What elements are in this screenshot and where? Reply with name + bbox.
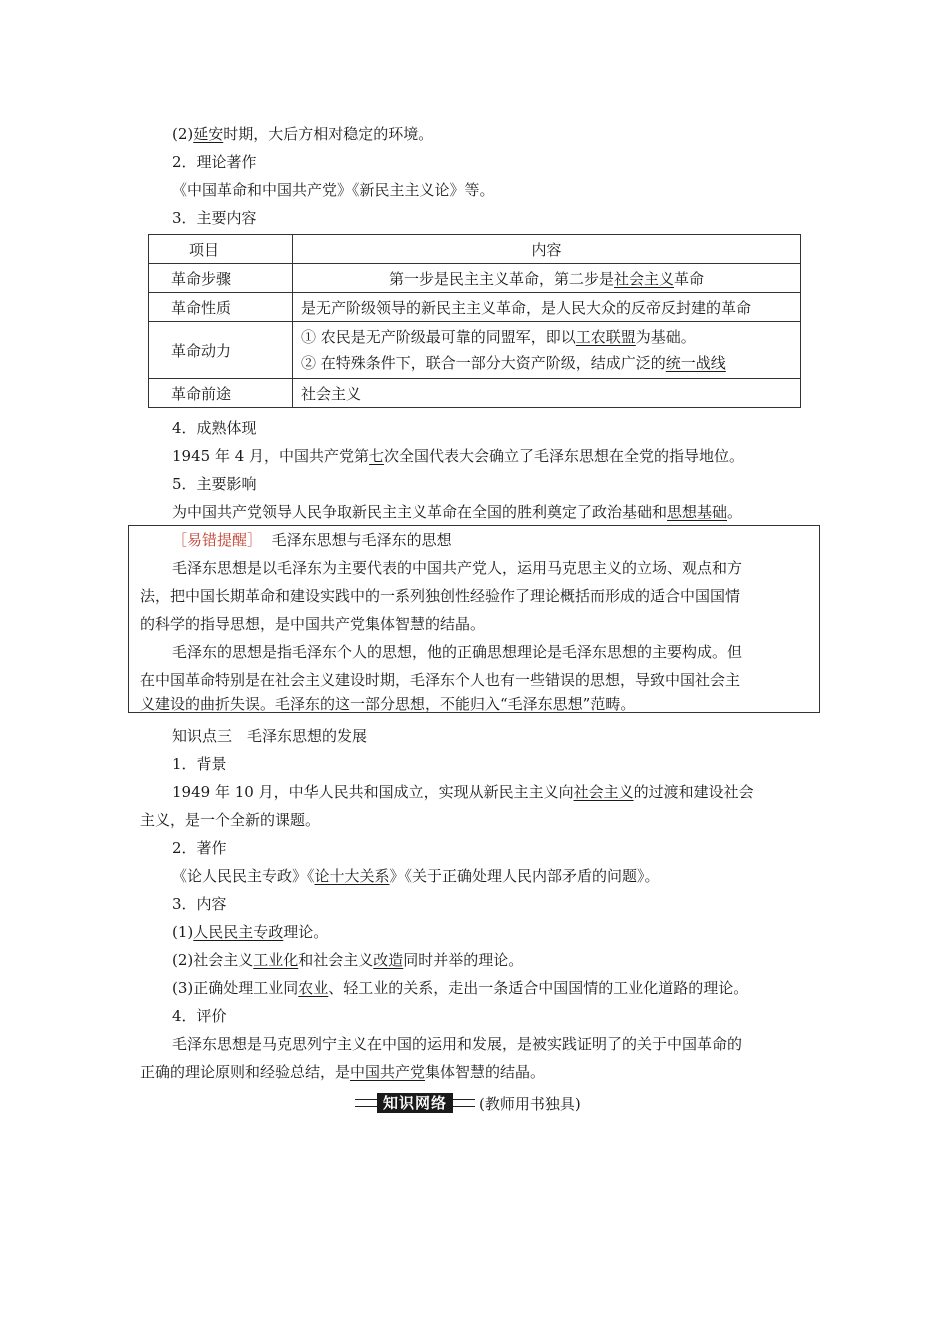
underlined-text: 中国共产党 — [350, 1063, 426, 1081]
row-content: 是无产阶级领导的新民主主义革命，是人民大众的反帝反封建的革命 — [293, 293, 801, 322]
text: 集体智慧的结晶。 — [425, 1063, 546, 1081]
underlined-text: 思想基础 — [667, 503, 728, 521]
evaluation-line — [140, 1062, 545, 1082]
evaluation-line: 毛泽东思想是马克思列宁主义在中国的运用和发展，是被实践证明了的关于中国革命的 — [172, 1035, 743, 1053]
text: 正确的理论原则和经验总结，是 — [140, 1063, 351, 1081]
text: ② 在特殊条件下，联合一部分大资产阶级，结成广泛的 — [301, 354, 666, 372]
text: (2) — [172, 125, 194, 143]
knowledge-network-banner — [355, 1092, 581, 1114]
content-line — [172, 978, 748, 998]
underlined-text: 社会主义 — [573, 783, 634, 801]
content-line — [301, 324, 792, 350]
table-row — [149, 379, 801, 408]
text: 》《关于正确处理人民内部矛盾的问题》。 — [389, 867, 660, 885]
line-yanan — [172, 124, 433, 144]
knowledge-point-heading: 知识点三 毛泽东思想的发展 — [172, 727, 368, 745]
text: (1) — [172, 923, 194, 941]
text: 的过渡和建设社会 — [633, 783, 754, 801]
underlined-text: 工业化 — [253, 951, 299, 969]
works-line: 《中国革命和中国共产党》《新民主主义论》等。 — [172, 181, 495, 199]
row-label: 革命动力 — [149, 322, 293, 379]
text: 第一步是民主主义革命，第二步是 — [388, 269, 614, 288]
text: (3)正确处理工业同 — [172, 979, 299, 997]
text: ① 农民是无产阶级最可靠的同盟军，即以 — [301, 328, 576, 346]
background-line: 主义，是一个全新的课题。 — [140, 811, 321, 829]
row-label: 革命性质 — [149, 293, 293, 322]
text: 《论人民民主专政》《 — [172, 867, 315, 885]
content-line — [172, 950, 523, 970]
underlined-text: 社会主义 — [613, 269, 674, 288]
section-heading: 5．主要影响 — [172, 475, 257, 493]
underlined-text: 农业 — [298, 979, 329, 997]
error-reminder-box — [128, 525, 820, 713]
content-table — [148, 234, 801, 408]
paragraph-line: 毛泽东的思想是指毛泽东个人的思想，他的正确思想理论是毛泽东思想的主要构成。但 — [172, 643, 743, 661]
content-line — [301, 350, 792, 376]
row-label: 革命前途 — [149, 379, 293, 408]
table-row — [149, 322, 801, 379]
text: (2)社会主义 — [172, 951, 254, 969]
table-header-cell: 项目 — [149, 235, 293, 264]
text: 同时并举的理论。 — [403, 951, 524, 969]
section-heading: 3．内容 — [172, 895, 227, 913]
banner-title: 知识网络 — [377, 1093, 453, 1113]
row-content — [293, 264, 801, 293]
section-heading: 4．评价 — [172, 1007, 227, 1025]
reminder-heading — [172, 530, 452, 550]
content-line — [172, 922, 328, 942]
table-row — [149, 293, 801, 322]
underlined-text: 统一战线 — [665, 354, 726, 372]
text: 1949 年 10 月，中华人民共和国成立，实现从新民主主义向 — [172, 783, 574, 801]
table-row — [149, 264, 801, 293]
text: 时期，大后方相对稳定的环境。 — [223, 125, 434, 143]
section-heading: 2．著作 — [172, 839, 227, 857]
paragraph-line: 毛泽东思想是以毛泽东为主要代表的中国共产党人，运用马克思主义的立场、观点和方 — [172, 559, 743, 577]
banner-left-bar — [355, 1099, 377, 1107]
underlined-text: 人民民主专政 — [193, 923, 284, 941]
reminder-tag: ［易错提醒］ — [172, 531, 263, 549]
background-line — [172, 782, 754, 802]
maturity-line — [172, 446, 744, 466]
influence-line — [172, 502, 742, 522]
table-header-cell: 内容 — [293, 235, 801, 264]
works-line — [172, 866, 660, 886]
text: 1945 年 4 月，中国共产党第 — [172, 447, 370, 465]
paragraph-line: 义建设的曲折失误。毛泽东的这一部分思想，不能归入“毛泽东思想”范畴。 — [140, 695, 636, 713]
underlined-text: 七 — [369, 447, 385, 465]
table-header-row — [149, 235, 801, 264]
text: 为中国共产党领导人民争取新民主主义革命在全国的胜利奠定了政治基础和 — [172, 503, 668, 521]
text: 革命 — [674, 269, 705, 288]
section-heading: 2．理论著作 — [172, 153, 257, 171]
underlined-text: 工农联盟 — [575, 328, 636, 346]
underlined-text: 延安 — [193, 125, 224, 143]
banner-right-bar — [453, 1099, 475, 1107]
section-heading: 3．主要内容 — [172, 209, 257, 227]
row-content — [293, 322, 801, 379]
paragraph-line: 的科学的指导思想，是中国共产党集体智慧的结晶。 — [140, 615, 486, 633]
underlined-text: 改造 — [373, 951, 404, 969]
paragraph-line: 法，把中国长期革命和建设实践中的一系列独创性经验作了理论概括而形成的适合中国国情 — [140, 587, 741, 605]
section-heading: 1．背景 — [172, 755, 227, 773]
section-heading: 4．成熟体现 — [172, 419, 257, 437]
text: 、轻工业的关系，走出一条适合中国国情的工业化道路的理论。 — [328, 979, 749, 997]
text: 为基础。 — [635, 328, 696, 346]
row-content: 社会主义 — [293, 379, 801, 408]
row-label: 革命步骤 — [149, 264, 293, 293]
underlined-text: 论十大关系 — [314, 867, 390, 885]
banner-note: (教师用书独具) — [479, 1094, 581, 1113]
reminder-title: 毛泽东思想与毛泽东的思想 — [271, 531, 452, 549]
text: 。 — [727, 503, 743, 521]
text: 和社会主义 — [298, 951, 374, 969]
text: 次全国代表大会确立了毛泽东思想在全党的指导地位。 — [384, 447, 745, 465]
paragraph-line: 在中国革命特别是在社会主义建设时期，毛泽东个人也有一些错误的思想，导致中国社会主 — [140, 671, 741, 689]
text: 理论。 — [283, 923, 329, 941]
